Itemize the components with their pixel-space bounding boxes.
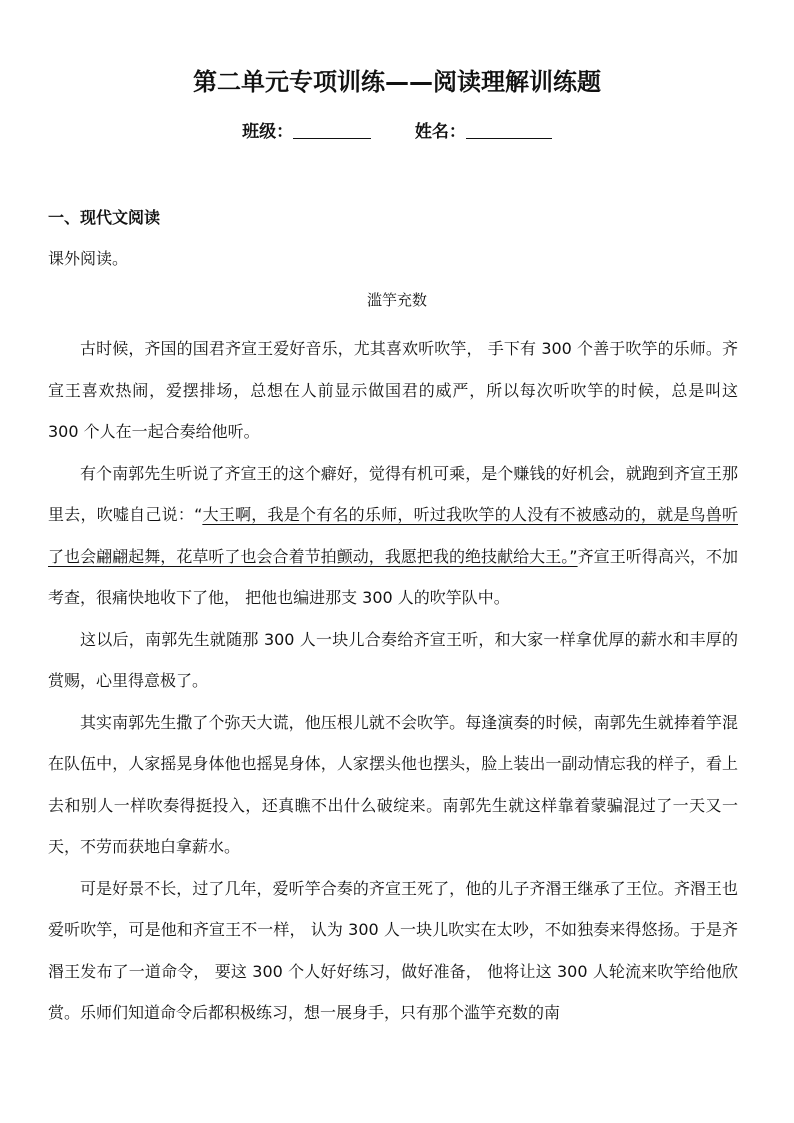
story-paragraph-5: 可是好景不长，过了几年，爱听竽合奏的齐宣王死了，他的儿子齐湣王继承了王位。齐湣王也爱听吹竽，可是他和齐宣王不一样， 认为 300 人一块儿吹实在太吵，不如独奏来得悠扬。于是齐湣王发布了一道命令， 要这 300 个人好好练习，做好准备， 他将让这 300 人轮流来吹竽给他欣赏。乐师们知道命令后都积极练习，想一展身手，只有那个滥竽充数的南 — [48, 878, 738, 1022]
story-paragraph-4: 其实南郭先生撒了个弥天大谎，他压根儿就不会吹竽。每逢演奏的时候，南郭先生就捧着竽混在队伍中，人家摇晃身体他也摇晃身体，人家摆头他也摆头，脸上装出一副动情忘我的样子，看上去和别人一样吹奏得挺投入，还真瞧不出什么破绽来。南郭先生就这样靠着蒙骗混过了一天又一天，不劳而获地白拿薪水。 — [48, 712, 738, 856]
student-info-line — [0, 118, 794, 146]
name-blank-field[interactable] — [466, 120, 552, 139]
story-paragraph-3: 这以后，南郭先生就随那 300 人一块儿合奏给齐宣王听，和大家一样拿优厚的薪水和丰厚的赏赐，心里得意极了。 — [48, 629, 738, 690]
class-blank-field[interactable] — [293, 120, 371, 139]
story-title: 滥竽充数 — [366, 291, 427, 309]
story-body — [48, 328, 738, 1034]
section-heading: 一、现代文阅读 — [48, 208, 161, 227]
underlined-quote: 大王啊，我是个有名的乐师，听过我吹竽的人没有不被感动的，就是鸟兽听了也会翩翩起舞，花草听了也会合着节拍颤动，我愿把我的绝技献给大王。” — [48, 505, 738, 566]
section-subheading: 课外阅读。 — [48, 249, 129, 268]
name-label: 姓名： — [414, 122, 466, 142]
story-paragraph-2-start: 有个南郭先生听说了齐宣王的这个癖好，觉得有机可乘，是个赚钱的好机会，就跑到齐宣王那里去，吹嘘自己说：“ — [48, 463, 738, 524]
story-paragraph-2 — [48, 453, 738, 619]
story-paragraph-2-end: 齐宣王听得高兴，不加考查，很痛快地收下了他， 把他也编进那支 300 人的吹竽队中。 — [48, 546, 738, 607]
story-paragraph-1: 古时候，齐国的国君齐宣王爱好音乐，尤其喜欢听吹竽， 手下有 300 个善于吹竽的乐师。齐宣王喜欢热闹，爱摆排场，总想在人前显示做国君的威严，所以每次听吹竽的时候，总是叫这 300 个人在一起合奏给他听。 — [48, 339, 738, 441]
page-title: 第二单元专项训练——阅读理解训练题 — [193, 68, 601, 96]
class-label: 班级： — [242, 122, 294, 142]
